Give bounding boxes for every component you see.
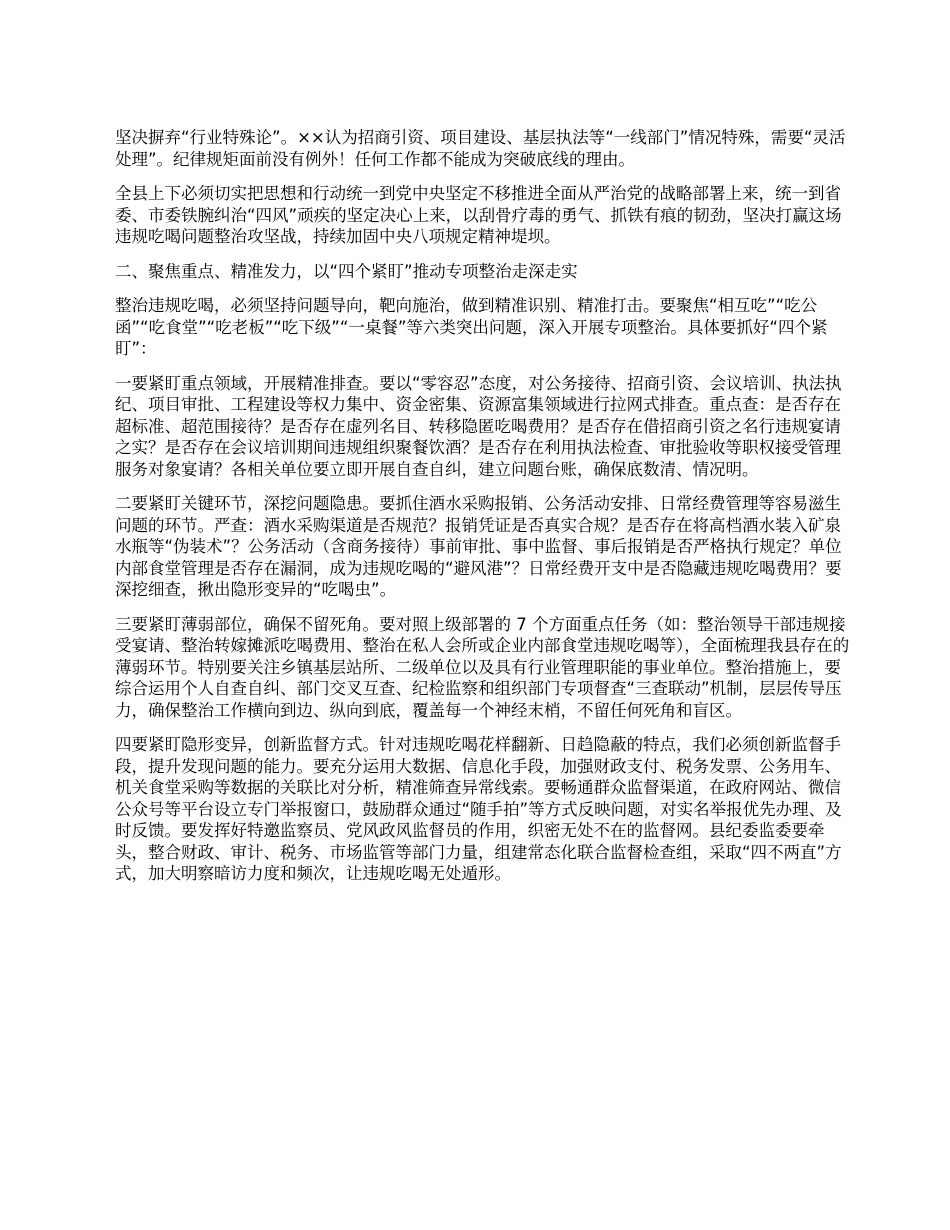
point-weak-parts: 三要紧盯薄弱部位，确保不留死角。要对照上级部署的 7 个方面重点任务（如：整治领导干部违规接受宴请、整治转嫁摊派吃喝费用、整治在私人会所或企业内部食堂违规吃喝等），全面梳理我县存在的薄弱环节。特别要关注乡镇基层站所、二级单位以及具有行业管理职能的事业单位。整治措施上，要综合运用个人自查自纠、部门交叉互查、纪检监察和组织部门专项督查“三查联动”机制，层层传导压力，确保整治工作横向到边、纵向到底，覆盖每一个神经末梢，不留任何死角和盲区。 [115,614,850,720]
paragraph-intro: 整治违规吃喝，必须坚持问题导向，靶向施治，做到精准识别、精准打击。要聚焦“相互吃”“吃公函”“吃食堂”“吃老板”“吃下级”“一桌餐”等六类突出问题，深入开展专项整治。具体要抓好“四个紧盯”： [115,296,828,358]
section-heading: 二、聚焦重点、精准发力，以“四个紧盯”推动专项整治走深走实 [115,261,578,281]
paragraph-unify-thinking: 全县上下必须切实把思想和行动统一到党中央坚定不移推进全面从严治党的战略部署上来，统一到省委、市委铁腕纠治“四风”顽疾的坚定决心上来，以刮骨疗毒的勇气、抓铁有痕的韧劲，坚决打赢这场违规吃喝问题整治攻坚战，持续加固中央八项规定精神堤坝。 [115,184,842,246]
point-hidden-variants: 四要紧盯隐形变异，创新监督方式。针对违规吃喝花样翻新、日趋隐蔽的特点，我们必须创新监督手段，提升发现问题的能力。要充分运用大数据、信息化手段，加强财政支付、税务发票、公务用车、机关食堂采购等数据的关联比对分析，精准筛查异常线索。要畅通群众监督渠道，在政府网站、微信公众号等平台设立专门举报窗口，鼓励群众通过“随手拍”等方式反映问题，对实名举报优先办理、及时反馈。要发挥好特邀监察员、党风政风监督员的作用，织密无处不在的监督网。县纪委监委要牵头，整合财政、审计、税务、市场监管等部门力量，组建常态化联合监督检查组，采取“四不两直”方式，加大明察暗访力度和频次，让违规吃喝无处遁形。 [115,735,842,883]
point-key-areas: 一要紧盯重点领域，开展精准排查。要以“零容忍”态度，对公务接待、招商引资、会议培训、执法执纪、项目审批、工程建设等权力集中、资金密集、资源富集领域进行拉网式排查。重点查：是否存在超标准、超范围接待？是否存在虚列名目、转移隐匿吃喝费用？是否存在借招商引资之名行违规宴请之实？是否存在会议培训期间违规组织聚餐饮酒？是否存在利用执法检查、审批验收等职权接受管理服务对象宴请？各相关单位要立即开展自查自纠，建立问题台账，确保底数清、情况明。 [115,373,842,479]
paragraph-industry-special: 坚决摒弃“行业特殊论”。××认为招商引资、项目建设、基层执法等“一线部门”情况特殊，需要“灵活处理”。纪律规矩面前没有例外！任何工作都不能成为突破底线的理由。 [115,128,846,169]
point-key-links: 二要紧盯关键环节，深挖问题隐患。要抓住酒水采购报销、公务活动安排、日常经费管理等容易滋生问题的环节。严查：酒水采购渠道是否规范？报销凭证是否真实合规？是否存在将高档酒水装入矿泉水瓶等“伪装术”？公务活动（含商务接待）事前审批、事中监督、事后报销是否严格执行规定？单位内部食堂管理是否存在漏洞，成为违规吃喝的“避风港”？日常经费开支中是否隐藏违规吃喝费用？要深挖细查，揪出隐形变异的“吃喝虫”。 [115,494,842,599]
document-page [115,127,855,898]
